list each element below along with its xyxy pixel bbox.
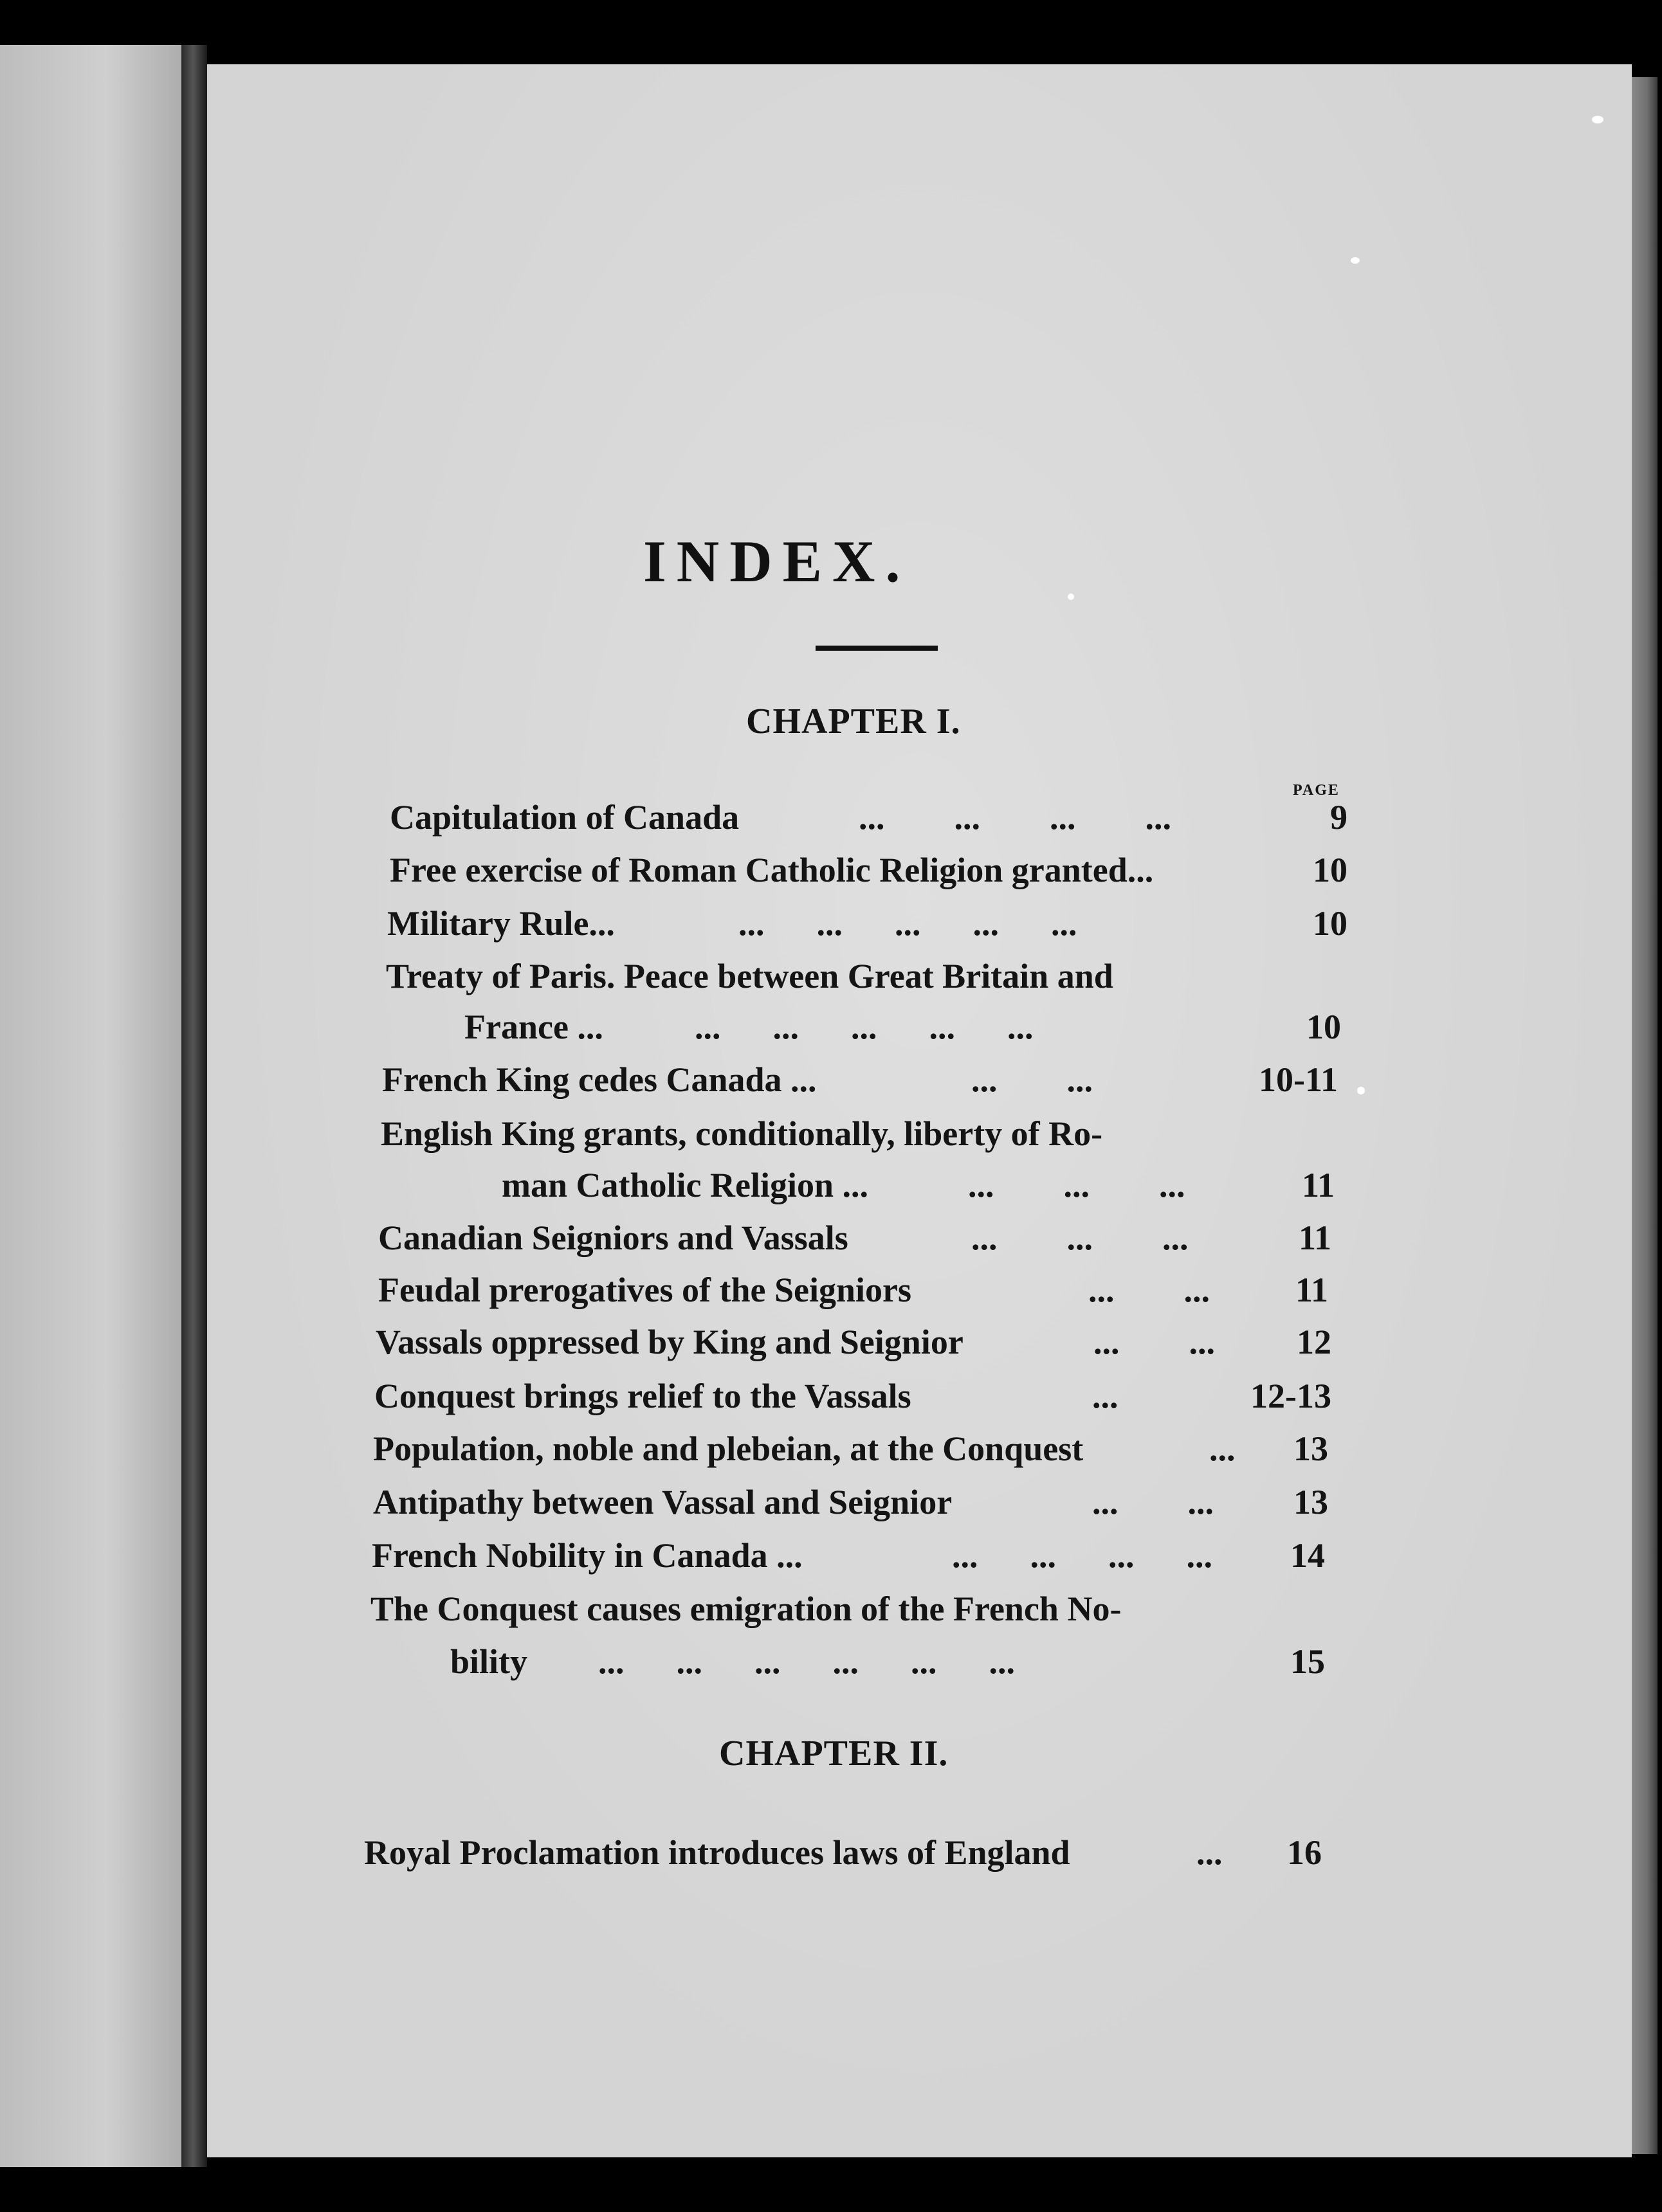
index-entry-text: Treaty of Paris. Peace between Great Britain and [386,957,1113,995]
index-entry-page-number: 9 [1330,798,1347,837]
index-entry-text: Vassals oppressed by King and Seignior [376,1323,963,1361]
index-entry-text: Royal Proclamation introduces laws of England [364,1833,1070,1872]
index-entry-text: Population, noble and plebeian, at the Conquest [373,1429,1084,1468]
dust-speck [1357,1087,1365,1094]
leader-dots: ... [1092,1377,1119,1415]
leader-dots: ... ... [971,1060,1093,1099]
book-spine [181,45,207,2167]
index-entry-text: English King grants, conditionally, liberty of Ro- [381,1114,1103,1153]
index-entry-page-number: 10 [1313,904,1347,943]
index-entry-text: France ... [464,1008,603,1046]
index-entry-text: Capitulation of Canada [390,798,740,837]
leader-dots: ... ... ... ... ... [738,904,1077,943]
leader-dots: ... ... [1092,1483,1214,1521]
leader-dots: ... ... ... [968,1166,1185,1204]
index-entry-page-number: 10 [1313,851,1347,889]
index-entry-page-number: 12 [1297,1323,1331,1361]
index-entry-page-number: 15 [1290,1642,1325,1681]
index-entry-page-number: 13 [1293,1483,1328,1521]
chapter-heading-2: CHAPTER II. [719,1734,949,1773]
dust-speck [1592,116,1603,123]
index-entry-page-number: 13 [1293,1429,1328,1468]
left-page-edge [0,45,193,2167]
index-entry-page-number: 16 [1287,1833,1322,1872]
page-edge-shadow [1632,77,1657,2154]
dust-speck [1351,257,1360,264]
index-entry-page-number: 10 [1306,1008,1341,1046]
index-entry-page-number: 11 [1295,1271,1328,1309]
index-entry-page-number: 11 [1298,1219,1331,1257]
index-entry-page-number: 12-13 [1250,1377,1331,1415]
leader-dots: ... [1209,1429,1236,1468]
index-entry-text: Military Rule... [387,904,615,943]
chapter-heading-1: CHAPTER I. [746,702,961,741]
index-entry-text: Feudal prerogatives of the Seigniors [378,1271,911,1309]
index-entry-text: bility [450,1642,528,1681]
leader-dots: ... ... ... ... ... ... [598,1642,1015,1681]
index-entry-text: French King cedes Canada ... [382,1060,817,1099]
leader-dots: ... [1196,1833,1223,1872]
leader-dots: ... ... ... ... [952,1536,1212,1575]
title-rule [816,646,938,651]
index-entry-text: The Conquest causes emigration of the French No- [370,1590,1122,1628]
leader-dots: ... ... ... ... [859,798,1171,837]
page-column-label: PAGE [1293,782,1340,799]
index-entry-text: man Catholic Religion ... [502,1166,869,1204]
index-entry-text: Canadian Seigniors and Vassals [378,1219,848,1257]
index-entry-page-number: 10-11 [1258,1060,1338,1099]
leader-dots: ... ... [1088,1271,1210,1309]
leader-dots: ... ... ... ... ... [695,1008,1034,1046]
leader-dots: ... ... ... [971,1219,1189,1257]
index-entry-text: Free exercise of Roman Catholic Religion granted... [390,851,1154,889]
index-entry-page-number: 14 [1290,1536,1325,1575]
page-title: INDEX. [643,529,911,594]
leader-dots: ... ... [1093,1323,1215,1361]
index-entry-page-number: 11 [1301,1166,1335,1204]
index-entry-text: Antipathy between Vassal and Seignior [373,1483,953,1521]
index-entry-text: French Nobility in Canada ... [372,1536,803,1575]
index-entry-text: Conquest brings relief to the Vassals [374,1377,911,1415]
